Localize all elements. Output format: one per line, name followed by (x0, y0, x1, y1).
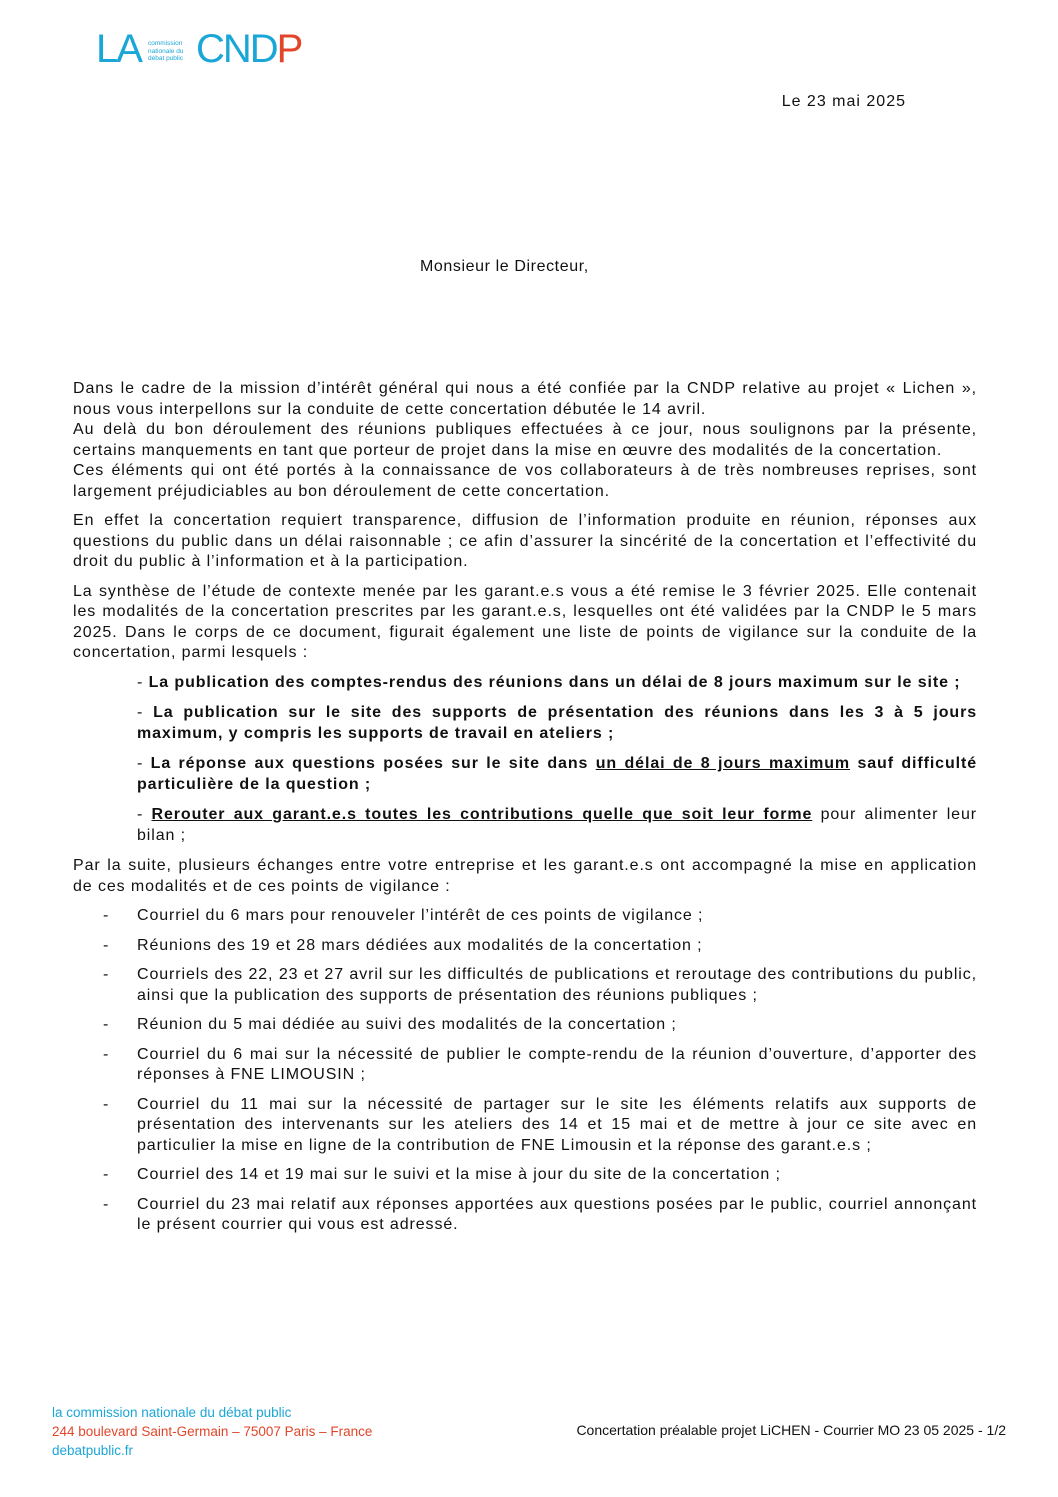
list-item (73, 1015, 977, 1036)
dash: - (103, 966, 110, 983)
paragraph: Au delà du bon déroulement des réunions publiques effectuées à ce jour, nous soulignons par la présente, certains manquements en tant que porteur de projet dans la mise en œuvre des modalités de la concertation. (73, 421, 977, 459)
dash: - (137, 673, 149, 691)
logo-p: P (276, 27, 302, 71)
paragraph: Par la suite, plusieurs échanges entre votre entreprise et les garant.e.s ont accompagné la mise en application de ces modalités et de ces points de vigilance : (73, 857, 977, 895)
list-item (73, 1095, 977, 1157)
footer-doc-ref (576, 1422, 1006, 1438)
vigilance-item (137, 673, 977, 694)
list-item (73, 906, 977, 927)
dash: - (103, 1016, 110, 1033)
list-item-text: Réunions des 19 et 28 mars dédiées aux modalités de la concertation ; (137, 936, 703, 954)
logo-line: commission (148, 40, 183, 47)
dash: - (103, 1095, 110, 1113)
vigilance-item (137, 703, 977, 744)
vigilance-text: La publication des comptes-rendus des réunions dans un délai de 8 jours maximum sur le site ; (148, 673, 961, 691)
dash: - (103, 1166, 110, 1183)
dash: - (103, 1195, 110, 1213)
cndp-logo (96, 27, 311, 71)
paragraph: Ces éléments qui ont été portés à la connaissance de vos collaborateurs à de très nombreuses reprises, sont largement préjudiciables au bon déroulement de cette concertation. (73, 462, 977, 500)
vigilance-points (73, 673, 977, 847)
logo-line: nationale du (148, 47, 184, 55)
vigilance-item (137, 754, 977, 795)
logo-la: LA (96, 27, 141, 71)
paragraph: Dans le cadre de la mission d’intérêt général qui nous a été confiée par la CNDP relative au projet « Lichen », nous vous interpellons sur la conduite de cette concertation débutée le 14 avril. (73, 380, 977, 418)
list-item-text: Courriel du 23 mai relatif aux réponses apportées aux questions posées par le public, courriel annonçant le présent courrier qui vous est adressé. (137, 1195, 977, 1233)
list-item-text: Courriels des 22, 23 et 27 avril sur les difficultés de publications et reroutage des contributions du public, ainsi que la publication des supports de présentation des réunions publiques ; (137, 966, 977, 1004)
vigilance-item (137, 805, 977, 846)
paragraph: La synthèse de l’étude de contexte menée par les garant.e.s vous a été remise le 3 février 2025. Elle contenait les modalités de la concertation prescrites par les garant.e.s, lesquelles ont été validées par la CNDP le 5 mars 2025. Dans le corps de ce document, figurait également une liste de points de vigilance sur la conduite de la concertation, parmi lesquels : (73, 582, 977, 661)
vigilance-text: sauf difficulté particulière de la question ; (137, 755, 978, 793)
footer-org: la commission nationale du débat public (52, 1405, 292, 1420)
dash: - (103, 1045, 110, 1063)
list-item (73, 936, 977, 957)
vigilance-underlined: un délai de 8 jours maximum (595, 755, 851, 772)
letter-date: Le 23 mai 2025 (781, 93, 906, 110)
list-item (73, 1165, 977, 1186)
vigilance-underlined: Rerouter aux garant.e.s toutes les contributions quelle que soit leur forme (151, 806, 813, 823)
list-item (73, 1195, 977, 1236)
vigilance-text: pour alimenter leur bilan ; (137, 806, 977, 844)
footer-website-link[interactable]: debatpublic.fr (52, 1443, 134, 1458)
logo-cnd: CND (196, 27, 277, 71)
footer-address (52, 1403, 372, 1460)
logo-cndp (196, 29, 301, 69)
paragraph: En effet la concertation requiert transparence, diffusion de l’information produite en réunion, réponses aux questions du public dans un délai raisonnable ; ce afin d’assurer la sincérité de la concertation et l’effectivité du droit du public à l’information et à la participation. (73, 512, 977, 570)
logo-small-text (148, 40, 196, 63)
list-item-text: Courriel du 11 mai sur la nécessité de partager sur le site les éléments relatifs aux supports de présentation des intervenants sur les ateliers des 14 et 15 mai et de mettre à jour ce site avec en particulier la mise en ligne de la contribution de FNE Limousin et la réponse des garant.e.s ; (137, 1095, 977, 1154)
dash: - (103, 936, 110, 954)
list-item-text: Courriel des 14 et 19 mai sur le suivi et la mise à jour du site de la concertation ; (137, 1166, 781, 1183)
logo-line: débat public (148, 55, 184, 62)
dash: - (103, 907, 110, 924)
page-number: 1/2 (986, 1422, 1006, 1438)
dash: - (137, 755, 151, 772)
list-item-text: Courriel du 6 mai sur la nécessité de publier le compte-rendu de la réunion d’ouverture, d’apporter des réponses à FNE LIMOUSIN ; (137, 1045, 977, 1083)
doc-ref-text: Concertation préalable projet LiCHEN - Courrier MO 23 05 2025 - (576, 1422, 987, 1438)
exchanges-list (73, 906, 977, 1236)
list-item (73, 1045, 977, 1086)
vigilance-text: La réponse aux questions posées sur le site dans (150, 755, 596, 772)
list-item (73, 965, 977, 1006)
dash: - (137, 704, 154, 721)
vigilance-text: La publication sur le site des supports de présentation des réunions dans les 3 à 5 jours maximum, y compris les supports de travail en ateliers ; (137, 704, 977, 742)
dash: - (137, 806, 152, 823)
footer-street: 244 boulevard Saint-Germain – 75007 Paris – France (52, 1424, 373, 1439)
list-item-text: Courriel du 6 mars pour renouveler l’intérêt de ces points de vigilance ; (137, 907, 704, 924)
salutation: Monsieur le Directeur, (420, 258, 589, 275)
list-item-text: Réunion du 5 mai dédiée au suivi des modalités de la concertation ; (137, 1016, 677, 1033)
letter-body (73, 379, 977, 1245)
